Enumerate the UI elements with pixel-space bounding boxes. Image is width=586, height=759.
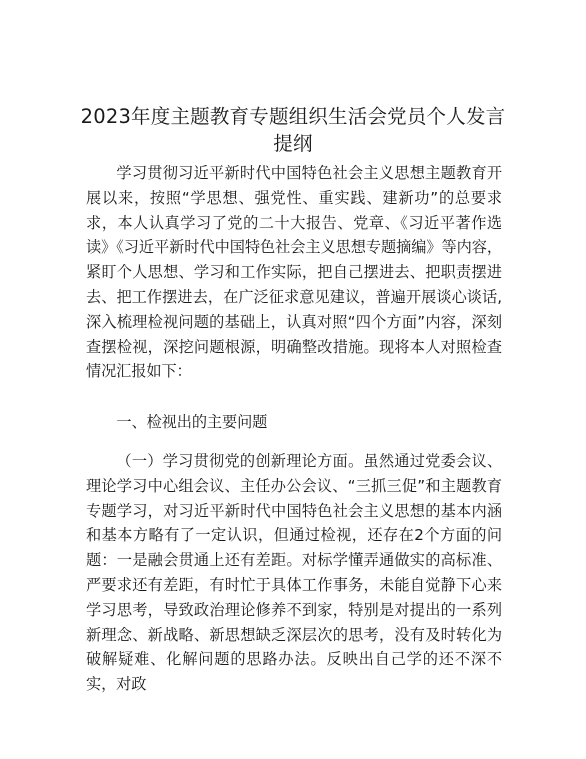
- intro-paragraph: 学习贯彻习近平新时代中国特色社会主义思想主题教育开展以来，按照“学思想、强党性、重实践、建新功”的总要求求，本人认真学习了党的二十大报告、党章、《习近平著作选读》《习近平新时代中国特色社会主义思想专题摘编》等内容，紧盯个人思想、学习和工作实际，把自己摆进去、把职责摆进去、把工作摆进去，在广泛征求意见建议，普遍开展谈心谈话,深入梳理检视问题的基础上，认真对照“四个方面”内容，深刻查摆检视，深挖问题根源，明确整改措施。现将本人对照检查情况汇报如下：: [86, 164, 502, 381]
- section-heading: 一、检视出的主要问题: [116, 413, 268, 431]
- subsection-paragraph: （一）学习贯彻党的创新理论方面。虽然通过党委会议、理论学习中心组会议、主任办公会议、“三抓三促”和主题教育专题学习，对习近平新时代中国特色社会主义思想的基本内涵和基本方略有了一定认识，但通过检视，还存在2个方面的问题：一是融会贯通上还有差距。对标学懂弄通做实的高标准、严要求还有差距，有时忙于具体工作事务，未能自觉静下心来学习思考，导致政治理论修养不到家，特别是对提出的一系列新理念、新战略、新思想缺乏深层次的思考，没有及时转化为破解疑难、化解问题的思路办法。反映出自己学的还不深不实，对政: [86, 452, 502, 694]
- document-title: 2023年度主题教育专题组织生活会党员个人发言提纲: [80, 105, 506, 155]
